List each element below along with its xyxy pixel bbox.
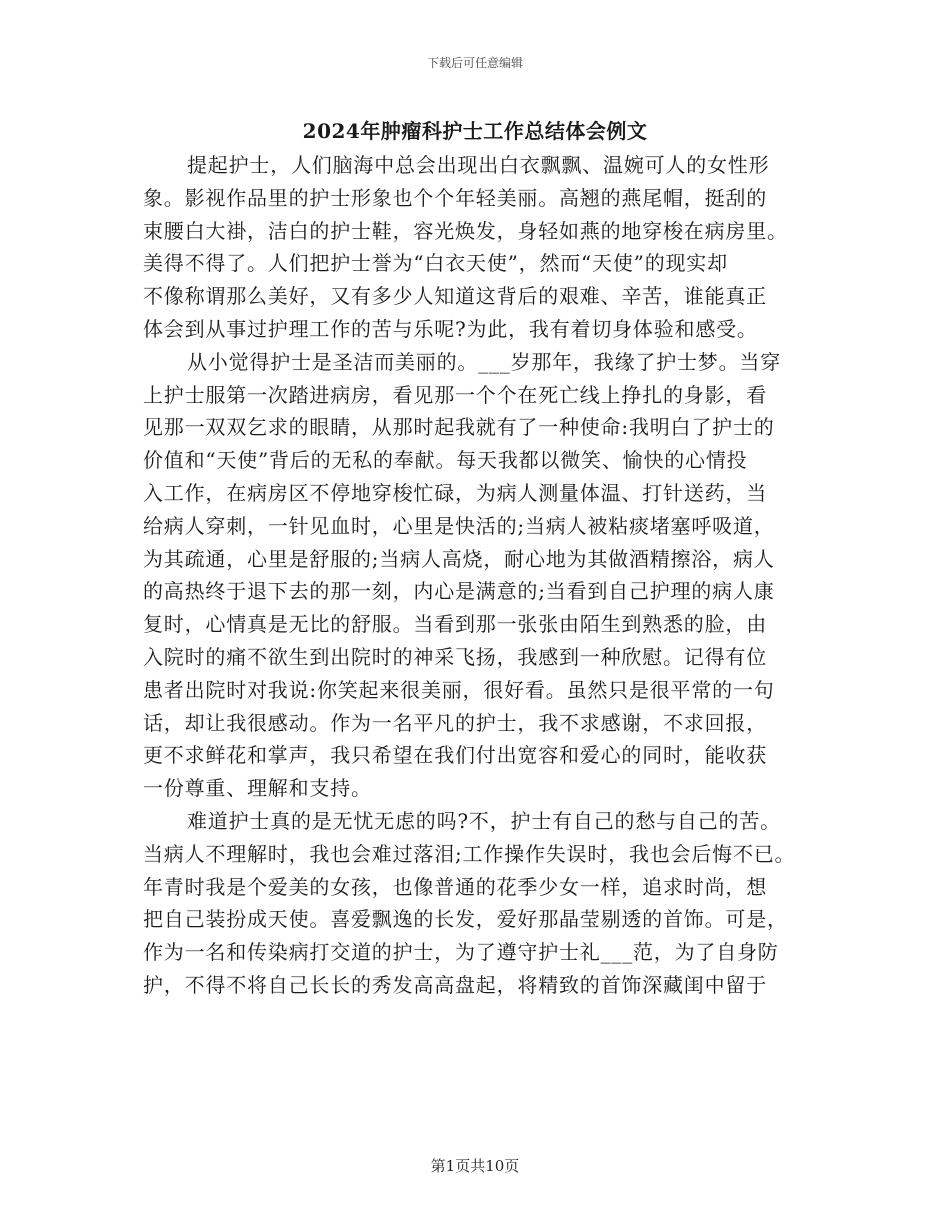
paragraph-line: 的高热终于退下去的那一刻，内心是满意的;当看到自己护理的病人康	[143, 579, 775, 604]
paragraph-line: 上护士服第一次踏进病房，看见那一个个在死亡线上挣扎的身影，看	[143, 382, 767, 407]
paragraph-line: 把自己装扮成天使。喜爱飘逸的长发，爱好那晶莹剔透的首饰。可是，	[143, 907, 788, 932]
paragraph-line: 体会到从事过护理工作的苦与乐呢?为此，我有着切身体验和感受。	[143, 316, 758, 341]
paragraph-line: 一份尊重、理解和支持。	[143, 776, 372, 801]
page-header-note: 下载后可任意编辑	[426, 56, 523, 70]
paragraph-line: 不像称谓那么美好，又有多少人知道这背后的艰难、辛苦，谁能真正	[143, 284, 767, 309]
page-number: 第1页共10页	[430, 1157, 520, 1175]
paragraph-line: 年青时我是个爱美的女孩，也像普通的花季少女一样，追求时尚，想	[143, 874, 767, 899]
document-title: 2024年肿瘤科护士工作总结体会例文	[302, 119, 648, 143]
paragraph-line: 患者出院时对我说:你笑起来很美丽，很好看。虽然只是很平常的一句	[143, 677, 775, 702]
paragraph-line: 入院时的痛不欲生到出院时的神采飞扬，我感到一种欣慰。记得有位	[143, 644, 767, 669]
paragraph-line: 见那一双双乞求的眼睛，从那时起我就有了一种使命:我明白了护士的	[143, 415, 775, 440]
paragraph-line: 当病人不理解时，我也会难过落泪;工作操作失误时，我也会后悔不已。	[143, 841, 796, 866]
paragraph-line: 更不求鲜花和掌声，我只希望在我们付出宽容和爱心的同时，能收获	[143, 743, 767, 768]
paragraph-line: 复时，心情真是无比的舒服。当看到那一张张由陌生到熟悉的脸，由	[143, 612, 767, 637]
paragraph-line: 提起护士，人们脑海中总会出现出白衣飘飘、温婉可人的女性形	[187, 153, 770, 177]
document-body	[143, 149, 803, 1002]
paragraph-line: 象。影视作品里的护士形象也个个年轻美丽。高翘的燕尾帽，挺刮的	[143, 185, 767, 210]
paragraph-line: 护，不得不将自己长长的秀发高高盘起，将精致的首饰深藏闺中留于	[143, 972, 767, 997]
paragraph-line: 给病人穿刺，一针见血时，心里是快活的;当病人被粘痰堵塞呼吸道，	[143, 513, 775, 538]
paragraph-line: 难道护士真的是无忧无虑的吗?不，护士有自己的愁与自己的苦。	[187, 808, 781, 833]
paragraph-line: 从小觉得护士是圣洁而美丽的。___岁那年，我缘了护士梦。当穿	[187, 349, 781, 374]
paragraph-line: 美得不得了。人们把护士誉为“白衣天使”，然而“天使”的现实却	[143, 251, 728, 276]
paragraph-line: 话，却让我很感动。作为一名平凡的护士，我不求感谢，不求回报，	[143, 710, 767, 735]
paragraph-line: 作为一名和传染病打交道的护士，为了遵守护士礼___范，为了自身防	[143, 940, 779, 965]
paragraph-line: 价值和“天使”背后的无私的奉献。每天我都以微笑、愉快的心情投	[143, 448, 748, 473]
paragraph-line: 束腰白大褂，洁白的护士鞋，容光焕发，身轻如燕的地穿梭在病房里。	[143, 218, 788, 243]
paragraph-line: 为其疏通，心里是舒服的;当病人高烧，耐心地为其做酒精擦浴，病人	[143, 546, 775, 571]
paragraph-line: 入工作，在病房区不停地穿梭忙碌，为病人测量体温、打针送药，当	[143, 480, 767, 505]
